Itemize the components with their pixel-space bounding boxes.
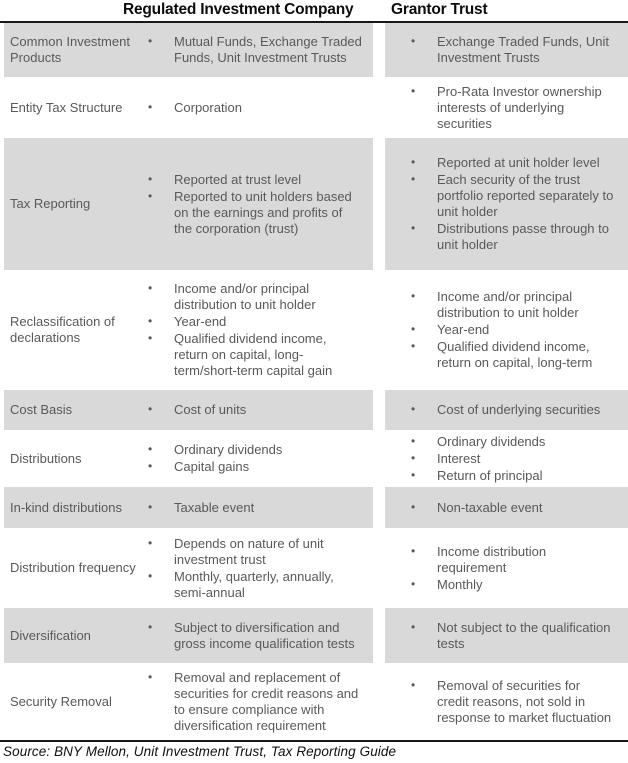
column-gutter	[373, 23, 385, 77]
source-note: Source: BNY Mellon, Unit Investment Trust, Tax Reporting Guide	[0, 740, 628, 759]
row-label: Reclassification of declarations	[10, 314, 115, 345]
bullet-item: • Monthly	[385, 577, 628, 593]
column-gutter	[373, 487, 385, 528]
ric-cell	[145, 430, 373, 487]
ric-bullets	[145, 499, 373, 517]
ric-cell	[145, 77, 373, 138]
column-gutter	[373, 138, 385, 270]
bullet-item: • Year-end	[145, 314, 373, 330]
row-label: Security Removal	[10, 693, 112, 709]
grantor-cell	[385, 663, 628, 740]
ric-bullets	[145, 619, 373, 653]
column-gutter	[373, 430, 385, 487]
bullet-item: • Monthly, quarterly, annually, semi-annual	[145, 569, 373, 601]
bullet-item: • Taxable event	[145, 500, 373, 516]
header-grantor-trust: Grantor Trust	[391, 1, 488, 18]
table-row	[4, 138, 628, 270]
ric-bullets	[145, 33, 373, 67]
bullet-item: • Reported to unit holders based on the earnings and profits of the corporation (trust)	[145, 189, 373, 237]
table-row	[4, 487, 628, 528]
ric-bullets	[145, 171, 373, 238]
bullet-item: • Mutual Funds, Exchange Traded Funds, Unit Investment Trusts	[145, 34, 373, 66]
grantor-cell	[385, 390, 628, 430]
grantor-cell	[385, 528, 628, 608]
bullet-item: • Ordinary dividends	[145, 442, 373, 458]
column-gutter	[373, 77, 385, 138]
bullet-item: • Depends on nature of unit investment trust	[145, 536, 373, 568]
bullet-item: • Distributions passe through to unit holder	[385, 221, 628, 253]
grantor-bullets	[385, 33, 628, 67]
grantor-cell	[385, 270, 628, 390]
bullet-item: • Capital gains	[145, 459, 373, 475]
table-row	[4, 77, 628, 138]
bullet-item: • Income and/or principal distribution to unit holder	[385, 289, 628, 321]
table-row	[4, 23, 628, 77]
table-row	[4, 390, 628, 430]
row-label: Distribution frequency	[10, 560, 136, 575]
column-gutter	[373, 270, 385, 390]
ric-cell	[145, 270, 373, 390]
column-gutter	[373, 663, 385, 740]
ric-bullets	[145, 99, 373, 117]
table-row	[4, 270, 628, 390]
bullet-item: • Not subject to the qualification tests	[385, 620, 628, 652]
row-label: Distributions	[10, 450, 82, 466]
grantor-cell	[385, 23, 628, 77]
bullet-item: • Return of principal	[385, 468, 628, 484]
bullet-item: • Year-end	[385, 322, 628, 338]
grantor-bullets	[385, 433, 628, 485]
bullet-item: • Corporation	[145, 100, 373, 116]
bullet-item: • Reported at trust level	[145, 172, 373, 188]
bullet-item: • Non-taxable event	[385, 500, 628, 516]
table-row	[4, 528, 628, 608]
row-label: Cost Basis	[4, 390, 145, 430]
ric-bullets	[145, 441, 373, 476]
ric-cell	[145, 138, 373, 270]
ric-bullets	[145, 535, 373, 602]
row-label: Entity Tax Structure	[10, 99, 123, 115]
bullet-item: • Cost of units	[145, 402, 373, 418]
bullet-item: • Exchange Traded Funds, Unit Investment Trusts	[385, 34, 628, 66]
ric-cell	[145, 23, 373, 77]
ric-cell	[145, 608, 373, 663]
header-regulated-investment-company: Regulated Investment Company	[123, 1, 354, 18]
grantor-cell	[385, 138, 628, 270]
table-row	[4, 663, 628, 740]
bullet-item: • Reported at unit holder level	[385, 155, 628, 171]
table-header	[0, 0, 628, 23]
grantor-cell	[385, 430, 628, 487]
ric-cell	[145, 487, 373, 528]
bullet-item: • Income distribution requirement	[385, 544, 628, 576]
ric-cell	[145, 390, 373, 430]
bullet-item: • Cost of underlying securities	[385, 402, 628, 418]
grantor-bullets	[385, 619, 628, 653]
grantor-bullets	[385, 499, 628, 517]
row-label: Tax Reporting	[4, 138, 145, 270]
grantor-bullets	[385, 154, 628, 254]
bullet-item: • Qualified dividend income, return on capital, long-term/short-term capital gain	[145, 331, 373, 379]
grantor-bullets	[385, 401, 628, 419]
bullet-item: • Removal of securities for credit reasons, not sold in response to market fluctuation	[385, 678, 628, 726]
table-row	[4, 608, 628, 663]
bullet-item: • Removal and replacement of securities for credit reasons and to ensure compliance with diversification requirement	[145, 670, 373, 734]
comparison-table	[0, 23, 628, 740]
row-label: Diversification	[4, 608, 145, 663]
bullet-item: • Interest	[385, 451, 628, 467]
table-row	[4, 430, 628, 487]
grantor-bullets	[385, 288, 628, 372]
row-label: In-kind distributions	[4, 487, 145, 528]
bullet-item: • Subject to diversification and gross income qualification tests	[145, 620, 373, 652]
grantor-cell	[385, 608, 628, 663]
ric-bullets	[145, 669, 373, 735]
column-gutter	[373, 608, 385, 663]
bullet-item: • Qualified dividend income, return on capital, long-term	[385, 339, 628, 371]
ric-bullets	[145, 280, 373, 380]
row-label: Common Investment Products	[4, 23, 145, 77]
grantor-cell	[385, 487, 628, 528]
bullet-item: • Income and/or principal distribution to unit holder	[145, 281, 373, 313]
column-gutter	[373, 528, 385, 608]
ric-cell	[145, 663, 373, 740]
grantor-cell	[385, 77, 628, 138]
ric-cell	[145, 528, 373, 608]
grantor-bullets	[385, 677, 628, 727]
bullet-item: • Ordinary dividends	[385, 434, 628, 450]
grantor-bullets	[385, 543, 628, 594]
bullet-item: • Each security of the trust portfolio reported separately to unit holder	[385, 172, 628, 220]
column-gutter	[373, 390, 385, 430]
bullet-item: • Pro-Rata Investor ownership interests of underlying securities	[385, 84, 628, 132]
ric-bullets	[145, 401, 373, 419]
grantor-bullets	[385, 83, 628, 133]
